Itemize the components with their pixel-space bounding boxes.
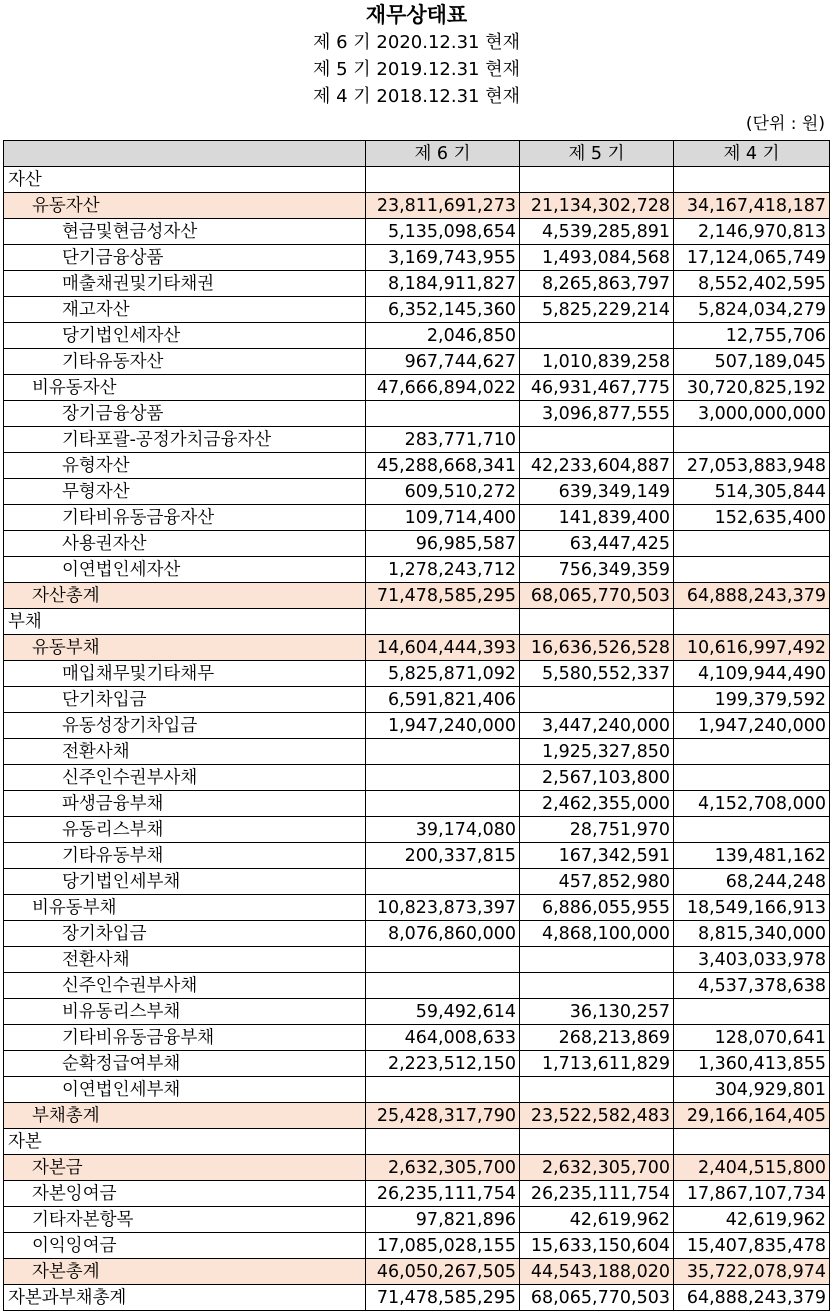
table-row xyxy=(4,167,830,193)
value-period-6: 47,666,894,022 xyxy=(366,375,520,401)
table-row xyxy=(4,401,830,427)
table-row xyxy=(4,635,830,661)
table-row xyxy=(4,765,830,791)
header-period-4: 제 4 기 xyxy=(674,141,830,167)
account-name: 현금및현금성자산 xyxy=(4,219,366,245)
value-period-4: 35,722,078,974 xyxy=(674,1259,830,1285)
account-name: 단기차입금 xyxy=(4,687,366,713)
value-period-5: 28,751,970 xyxy=(520,817,674,843)
account-name: 유동성장기차입금 xyxy=(4,713,366,739)
value-period-6: 2,632,305,700 xyxy=(366,1155,520,1181)
account-name: 전환사채 xyxy=(4,739,366,765)
table-row xyxy=(4,1285,830,1311)
value-period-5 xyxy=(520,973,674,999)
table-row xyxy=(4,609,830,635)
account-name: 비유동자산 xyxy=(4,375,366,401)
account-name: 이연법인세부채 xyxy=(4,1077,366,1103)
value-period-5: 68,065,770,503 xyxy=(520,583,674,609)
table-row xyxy=(4,791,830,817)
value-period-4: 8,815,340,000 xyxy=(674,921,830,947)
account-name: 신주인수권부사채 xyxy=(4,765,366,791)
table-row xyxy=(4,1233,830,1259)
value-period-4: 1,360,413,855 xyxy=(674,1051,830,1077)
value-period-6 xyxy=(366,609,520,635)
value-period-4: 10,616,997,492 xyxy=(674,635,830,661)
value-period-6: 609,510,272 xyxy=(366,479,520,505)
value-period-6: 96,985,587 xyxy=(366,531,520,557)
balance-sheet-table xyxy=(3,140,830,1311)
value-period-6: 97,821,896 xyxy=(366,1207,520,1233)
value-period-6 xyxy=(366,1077,520,1103)
unit-label: (단위 : 원) xyxy=(745,114,825,134)
header-period-6: 제 6 기 xyxy=(366,141,520,167)
value-period-5: 16,636,526,528 xyxy=(520,635,674,661)
table-row xyxy=(4,245,830,271)
value-period-5: 141,839,400 xyxy=(520,505,674,531)
header-row xyxy=(4,141,830,167)
value-period-4: 2,146,970,813 xyxy=(674,219,830,245)
account-name: 비유동리스부채 xyxy=(4,999,366,1025)
value-period-5 xyxy=(520,687,674,713)
account-name: 유동자산 xyxy=(4,193,366,219)
value-period-6: 71,478,585,295 xyxy=(366,1285,520,1311)
table-row xyxy=(4,713,830,739)
table-row xyxy=(4,999,830,1025)
value-period-5 xyxy=(520,1077,674,1103)
table-row xyxy=(4,895,830,921)
period-line: 제 6 기 2020.12.31 현재 xyxy=(313,32,520,53)
value-period-4 xyxy=(674,765,830,791)
value-period-4: 1,947,240,000 xyxy=(674,713,830,739)
account-name: 단기금융상품 xyxy=(4,245,366,271)
value-period-6 xyxy=(366,401,520,427)
value-period-5: 2,567,103,800 xyxy=(520,765,674,791)
value-period-6: 17,085,028,155 xyxy=(366,1233,520,1259)
account-name: 기타비유동금융부채 xyxy=(4,1025,366,1051)
table-row xyxy=(4,583,830,609)
value-period-4: 2,404,515,800 xyxy=(674,1155,830,1181)
value-period-5: 5,580,552,337 xyxy=(520,661,674,687)
value-period-5: 3,096,877,555 xyxy=(520,401,674,427)
value-period-5: 1,713,611,829 xyxy=(520,1051,674,1077)
value-period-4: 514,305,844 xyxy=(674,479,830,505)
value-period-5: 68,065,770,503 xyxy=(520,1285,674,1311)
value-period-4: 64,888,243,379 xyxy=(674,1285,830,1311)
account-name: 매입채무및기타채무 xyxy=(4,661,366,687)
table-row xyxy=(4,947,830,973)
account-name: 기타비유동금융자산 xyxy=(4,505,366,531)
header-account xyxy=(4,141,366,167)
account-name: 기타유동자산 xyxy=(4,349,366,375)
value-period-5: 1,493,084,568 xyxy=(520,245,674,271)
table-row xyxy=(4,1259,830,1285)
value-period-4: 68,244,248 xyxy=(674,869,830,895)
account-name: 전환사채 xyxy=(4,947,366,973)
value-period-5: 639,349,149 xyxy=(520,479,674,505)
value-period-6 xyxy=(366,869,520,895)
account-name: 자본 xyxy=(4,1129,366,1155)
account-name: 기타자본항목 xyxy=(4,1207,366,1233)
table-row xyxy=(4,817,830,843)
value-period-4: 12,755,706 xyxy=(674,323,830,349)
table-row xyxy=(4,375,830,401)
header-period-5: 제 5 기 xyxy=(520,141,674,167)
table-row xyxy=(4,843,830,869)
value-period-4: 304,929,801 xyxy=(674,1077,830,1103)
value-period-6 xyxy=(366,167,520,193)
value-period-6: 59,492,614 xyxy=(366,999,520,1025)
account-name: 이연법인세자산 xyxy=(4,557,366,583)
value-period-4: 4,152,708,000 xyxy=(674,791,830,817)
value-period-5: 21,134,302,728 xyxy=(520,193,674,219)
document-title: 재무상태표 xyxy=(365,3,468,27)
value-period-5 xyxy=(520,609,674,635)
value-period-6: 3,169,743,955 xyxy=(366,245,520,271)
account-name: 기타유동부채 xyxy=(4,843,366,869)
value-period-6 xyxy=(366,765,520,791)
account-name: 유동리스부채 xyxy=(4,817,366,843)
value-period-5: 1,925,327,850 xyxy=(520,739,674,765)
value-period-4: 4,109,944,490 xyxy=(674,661,830,687)
value-period-5: 4,868,100,000 xyxy=(520,921,674,947)
value-period-6 xyxy=(366,739,520,765)
value-period-4 xyxy=(674,167,830,193)
value-period-4: 34,167,418,187 xyxy=(674,193,830,219)
value-period-4 xyxy=(674,1129,830,1155)
value-period-6: 967,744,627 xyxy=(366,349,520,375)
table-row xyxy=(4,453,830,479)
value-period-6 xyxy=(366,791,520,817)
account-name: 신주인수권부사채 xyxy=(4,973,366,999)
value-period-4: 5,824,034,279 xyxy=(674,297,830,323)
value-period-6: 464,008,633 xyxy=(366,1025,520,1051)
value-period-6: 26,235,111,754 xyxy=(366,1181,520,1207)
account-name: 부채총계 xyxy=(4,1103,366,1129)
value-period-4: 18,549,166,913 xyxy=(674,895,830,921)
value-period-5: 756,349,359 xyxy=(520,557,674,583)
value-period-5: 15,633,150,604 xyxy=(520,1233,674,1259)
account-name: 부채 xyxy=(4,609,366,635)
table-row xyxy=(4,1077,830,1103)
value-period-4: 17,124,065,749 xyxy=(674,245,830,271)
value-period-4 xyxy=(674,531,830,557)
value-period-6: 71,478,585,295 xyxy=(366,583,520,609)
account-name: 자본잉여금 xyxy=(4,1181,366,1207)
value-period-5: 4,539,285,891 xyxy=(520,219,674,245)
value-period-5: 2,462,355,000 xyxy=(520,791,674,817)
value-period-4: 29,166,164,405 xyxy=(674,1103,830,1129)
account-name: 재고자산 xyxy=(4,297,366,323)
table-row xyxy=(4,1155,830,1181)
account-name: 장기금융상품 xyxy=(4,401,366,427)
table-row xyxy=(4,1207,830,1233)
value-period-5: 5,825,229,214 xyxy=(520,297,674,323)
period-line: 제 5 기 2019.12.31 현재 xyxy=(313,59,520,80)
account-name: 이익잉여금 xyxy=(4,1233,366,1259)
value-period-5: 268,213,869 xyxy=(520,1025,674,1051)
table-row xyxy=(4,349,830,375)
table-row xyxy=(4,1129,830,1155)
table-row xyxy=(4,973,830,999)
value-period-6: 45,288,668,341 xyxy=(366,453,520,479)
value-period-4: 4,537,378,638 xyxy=(674,973,830,999)
value-period-6: 25,428,317,790 xyxy=(366,1103,520,1129)
table-row xyxy=(4,297,830,323)
value-period-5: 457,852,980 xyxy=(520,869,674,895)
account-name: 장기차입금 xyxy=(4,921,366,947)
table-row xyxy=(4,479,830,505)
table-row xyxy=(4,271,830,297)
value-period-4: 199,379,592 xyxy=(674,687,830,713)
value-period-5: 63,447,425 xyxy=(520,531,674,557)
account-name: 무형자산 xyxy=(4,479,366,505)
value-period-4: 17,867,107,734 xyxy=(674,1181,830,1207)
account-name: 사용권자산 xyxy=(4,531,366,557)
value-period-4 xyxy=(674,817,830,843)
table-row xyxy=(4,1025,830,1051)
table-row xyxy=(4,921,830,947)
value-period-5: 46,931,467,775 xyxy=(520,375,674,401)
table-row xyxy=(4,1103,830,1129)
value-period-6: 109,714,400 xyxy=(366,505,520,531)
value-period-6: 1,278,243,712 xyxy=(366,557,520,583)
value-period-5: 3,447,240,000 xyxy=(520,713,674,739)
table-row xyxy=(4,219,830,245)
table-row xyxy=(4,687,830,713)
account-name: 자산 xyxy=(4,167,366,193)
value-period-5 xyxy=(520,947,674,973)
value-period-5: 26,235,111,754 xyxy=(520,1181,674,1207)
value-period-5 xyxy=(520,323,674,349)
table-row xyxy=(4,193,830,219)
value-period-6: 6,352,145,360 xyxy=(366,297,520,323)
table-row xyxy=(4,1051,830,1077)
value-period-5: 36,130,257 xyxy=(520,999,674,1025)
value-period-6: 23,811,691,273 xyxy=(366,193,520,219)
value-period-6: 2,223,512,150 xyxy=(366,1051,520,1077)
table-row xyxy=(4,323,830,349)
value-period-5: 44,543,188,020 xyxy=(520,1259,674,1285)
account-name: 순확정급여부채 xyxy=(4,1051,366,1077)
value-period-5: 42,233,604,887 xyxy=(520,453,674,479)
value-period-5: 42,619,962 xyxy=(520,1207,674,1233)
table-row xyxy=(4,1181,830,1207)
value-period-6: 14,604,444,393 xyxy=(366,635,520,661)
value-period-6: 5,135,098,654 xyxy=(366,219,520,245)
account-name: 파생금융부채 xyxy=(4,791,366,817)
value-period-5 xyxy=(520,1129,674,1155)
value-period-4 xyxy=(674,427,830,453)
account-name: 자본총계 xyxy=(4,1259,366,1285)
table-row xyxy=(4,505,830,531)
account-name: 자본금 xyxy=(4,1155,366,1181)
account-name: 비유동부채 xyxy=(4,895,366,921)
table-row xyxy=(4,739,830,765)
value-period-6: 6,591,821,406 xyxy=(366,687,520,713)
value-period-6: 8,184,911,827 xyxy=(366,271,520,297)
account-name: 당기법인세부채 xyxy=(4,869,366,895)
account-name: 기타포괄-공정가치금융자산 xyxy=(4,427,366,453)
table-row xyxy=(4,661,830,687)
value-period-4: 128,070,641 xyxy=(674,1025,830,1051)
table-body xyxy=(4,167,830,1311)
account-name: 매출채권및기타채권 xyxy=(4,271,366,297)
value-period-4 xyxy=(674,739,830,765)
period-line: 제 4 기 2018.12.31 현재 xyxy=(313,86,520,107)
value-period-4: 30,720,825,192 xyxy=(674,375,830,401)
value-period-6 xyxy=(366,1129,520,1155)
value-period-6: 2,046,850 xyxy=(366,323,520,349)
table-row xyxy=(4,427,830,453)
value-period-6: 283,771,710 xyxy=(366,427,520,453)
value-period-6: 8,076,860,000 xyxy=(366,921,520,947)
value-period-6: 200,337,815 xyxy=(366,843,520,869)
value-period-4: 15,407,835,478 xyxy=(674,1233,830,1259)
value-period-5: 2,632,305,700 xyxy=(520,1155,674,1181)
table-row xyxy=(4,557,830,583)
value-period-5: 167,342,591 xyxy=(520,843,674,869)
value-period-5: 1,010,839,258 xyxy=(520,349,674,375)
value-period-5 xyxy=(520,427,674,453)
table-row xyxy=(4,869,830,895)
account-name: 유동부채 xyxy=(4,635,366,661)
value-period-4 xyxy=(674,609,830,635)
value-period-5: 6,886,055,955 xyxy=(520,895,674,921)
value-period-6: 39,174,080 xyxy=(366,817,520,843)
account-name: 유형자산 xyxy=(4,453,366,479)
value-period-4 xyxy=(674,557,830,583)
table-row xyxy=(4,531,830,557)
value-period-4: 507,189,045 xyxy=(674,349,830,375)
value-period-4: 27,053,883,948 xyxy=(674,453,830,479)
value-period-4: 3,403,033,978 xyxy=(674,947,830,973)
value-period-5 xyxy=(520,167,674,193)
value-period-5: 23,522,582,483 xyxy=(520,1103,674,1129)
value-period-6: 46,050,267,505 xyxy=(366,1259,520,1285)
value-period-4: 139,481,162 xyxy=(674,843,830,869)
value-period-4 xyxy=(674,999,830,1025)
value-period-4: 8,552,402,595 xyxy=(674,271,830,297)
value-period-6: 1,947,240,000 xyxy=(366,713,520,739)
account-name: 자본과부채총계 xyxy=(4,1285,366,1311)
value-period-6 xyxy=(366,973,520,999)
value-period-5: 8,265,863,797 xyxy=(520,271,674,297)
value-period-4: 3,000,000,000 xyxy=(674,401,830,427)
value-period-6: 5,825,871,092 xyxy=(366,661,520,687)
account-name: 자산총계 xyxy=(4,583,366,609)
value-period-4: 42,619,962 xyxy=(674,1207,830,1233)
value-period-4: 152,635,400 xyxy=(674,505,830,531)
value-period-6: 10,823,873,397 xyxy=(366,895,520,921)
value-period-4: 64,888,243,379 xyxy=(674,583,830,609)
account-name: 당기법인세자산 xyxy=(4,323,366,349)
value-period-6 xyxy=(366,947,520,973)
